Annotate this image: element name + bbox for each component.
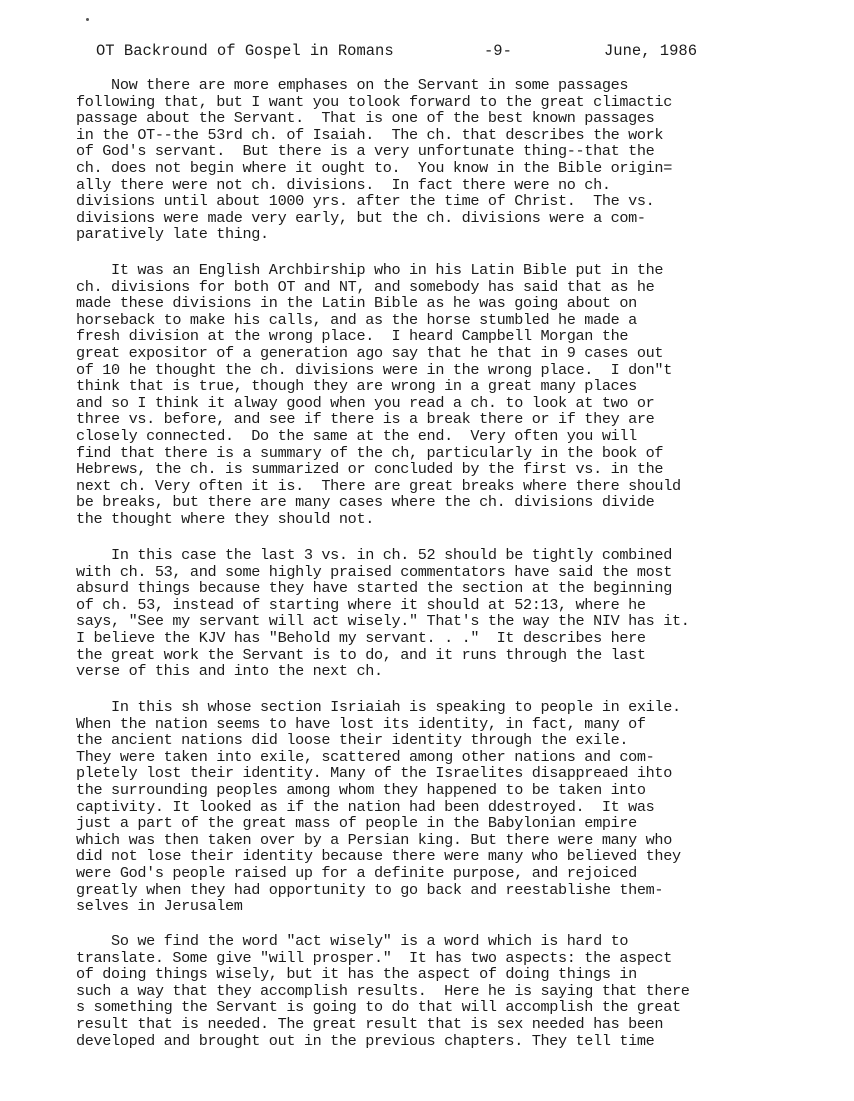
text-line: passage about the Servant. That is one of the best known passages <box>76 109 655 128</box>
text-line: In this case the last 3 vs. in ch. 52 should be tightly combined <box>76 546 672 564</box>
paragraph-2 <box>76 262 681 528</box>
text-line: great expositor of a generation ago say that he that in 9 cases out <box>76 343 664 362</box>
paragraph-4 <box>76 699 681 915</box>
text-line: made these divisions in the Latin Bible as he was going about on <box>76 294 637 313</box>
text-line: s something the Servant is going to do that will accomplish the great <box>76 998 681 1017</box>
text-line: the surrounding peoples among whom they happened to be taken into <box>76 780 646 799</box>
text-line: They were taken into exile, scattered among other nations and com- <box>76 747 655 766</box>
text-line: of ch. 53, instead of starting where it should at 52:13, where he <box>76 595 646 614</box>
text-line: In this sh whose section Isriaiah is speaking to people in exile. <box>76 698 681 716</box>
page-header <box>96 42 716 62</box>
text-line: the great work the Servant is to do, and it runs through the last <box>76 645 646 664</box>
document-date: June, 1986 <box>604 42 698 60</box>
text-line: of doing things wisely, but it has the aspect of doing things in <box>76 965 637 984</box>
text-line: Hebrews, the ch. is summarized or concluded by the first vs. in the <box>76 460 664 479</box>
text-line: result that is needed. The great result that is sex needed has been <box>76 1014 664 1033</box>
text-line: with ch. 53, and some highly praised commentators have said the most <box>76 562 672 581</box>
text-line: pletely lost their identity. Many of the Israelites disappreaed ihto <box>76 764 672 783</box>
text-line: divisions were made very early, but the ch. divisions were a com- <box>76 208 646 227</box>
text-line: next ch. Very often it is. There are great breaks where there should <box>76 476 681 495</box>
text-line: ch. does not begin where it ought to. You know in the Bible origin= <box>76 158 672 177</box>
text-line: ally there were not ch. divisions. In fact there were no ch. <box>76 175 611 194</box>
text-line: I believe the KJV has "Behold my servant. . ." It describes here <box>76 628 646 647</box>
paragraph-1 <box>76 77 672 243</box>
text-line: captivity. It looked as if the nation had been ddestroyed. It was <box>76 797 655 816</box>
text-line: such a way that they accomplish results. Here he is saying that there <box>76 981 690 1000</box>
text-line: horseback to make his calls, and as the horse stumbled he made a <box>76 310 637 329</box>
text-line: the thought where they should not. <box>76 509 374 528</box>
text-line: did not lose their identity because there were many who believed they <box>76 847 681 866</box>
paragraph-5 <box>76 933 689 1049</box>
text-line: divisions until about 1000 yrs. after the time of Christ. The vs. <box>76 192 655 211</box>
text-line: be breaks, but there are many cases where the ch. divisions divide <box>76 493 655 512</box>
text-line: selves in Jerusalem <box>76 897 243 916</box>
page-number: -9- <box>484 42 512 60</box>
text-line: of 10 he thought the ch. divisions were in the wrong place. I don"t <box>76 360 672 379</box>
text-line: the ancient nations did loose their identity through the exile. <box>76 731 629 750</box>
scan-speck <box>86 18 89 21</box>
text-line: just a part of the great mass of people in the Babylonian empire <box>76 814 637 833</box>
text-line: of God's servant. But there is a very unfortunate thing--that the <box>76 142 655 161</box>
text-line: in the OT--the 53rd ch. of Isaiah. The ch. that describes the work <box>76 125 664 144</box>
text-line: greatly when they had opportunity to go back and reestablishe them- <box>76 880 664 899</box>
paragraph-3 <box>76 547 689 680</box>
document-title: OT Backround of Gospel in Romans <box>96 42 394 60</box>
text-line: It was an English Archbirship who in his Latin Bible put in the <box>76 261 664 279</box>
text-line: paratively late thing. <box>76 225 269 244</box>
text-line: find that there is a summary of the ch, particularly in the book of <box>76 443 664 462</box>
text-line: Now there are more emphases on the Servant in some passages <box>76 76 629 94</box>
text-line: When the nation seems to have lost its identity, in fact, many of <box>76 714 646 733</box>
text-line: absurd things because they have started the section at the beginning <box>76 579 672 598</box>
text-line: developed and brought out in the previous chapters. They tell time <box>76 1031 655 1050</box>
text-line: So we find the word "act wisely" is a word which is hard to <box>76 932 629 950</box>
text-line: think that is true, though they are wrong in a great many places <box>76 377 637 396</box>
text-line: fresh division at the wrong place. I heard Campbell Morgan the <box>76 327 629 346</box>
text-line: and so I think it alway good when you read a ch. to look at two or <box>76 393 655 412</box>
text-line: says, "See my servant will act wisely." That's the way the NIV has it. <box>76 612 690 631</box>
text-line: ch. divisions for both OT and NT, and somebody has said that as he <box>76 277 655 296</box>
text-line: three vs. before, and see if there is a break there or if they are <box>76 410 655 429</box>
text-line: closely connected. Do the same at the end. Very often you will <box>76 426 637 445</box>
text-line: which was then taken over by a Persian king. But there were many who <box>76 830 672 849</box>
text-line: translate. Some give "will prosper." It has two aspects: the aspect <box>76 948 672 967</box>
text-line: verse of this and into the next ch. <box>76 662 383 681</box>
text-line: following that, but I want you tolook forward to the great climactic <box>76 92 672 111</box>
text-line: were God's people raised up for a definite purpose, and rejoiced <box>76 863 637 882</box>
